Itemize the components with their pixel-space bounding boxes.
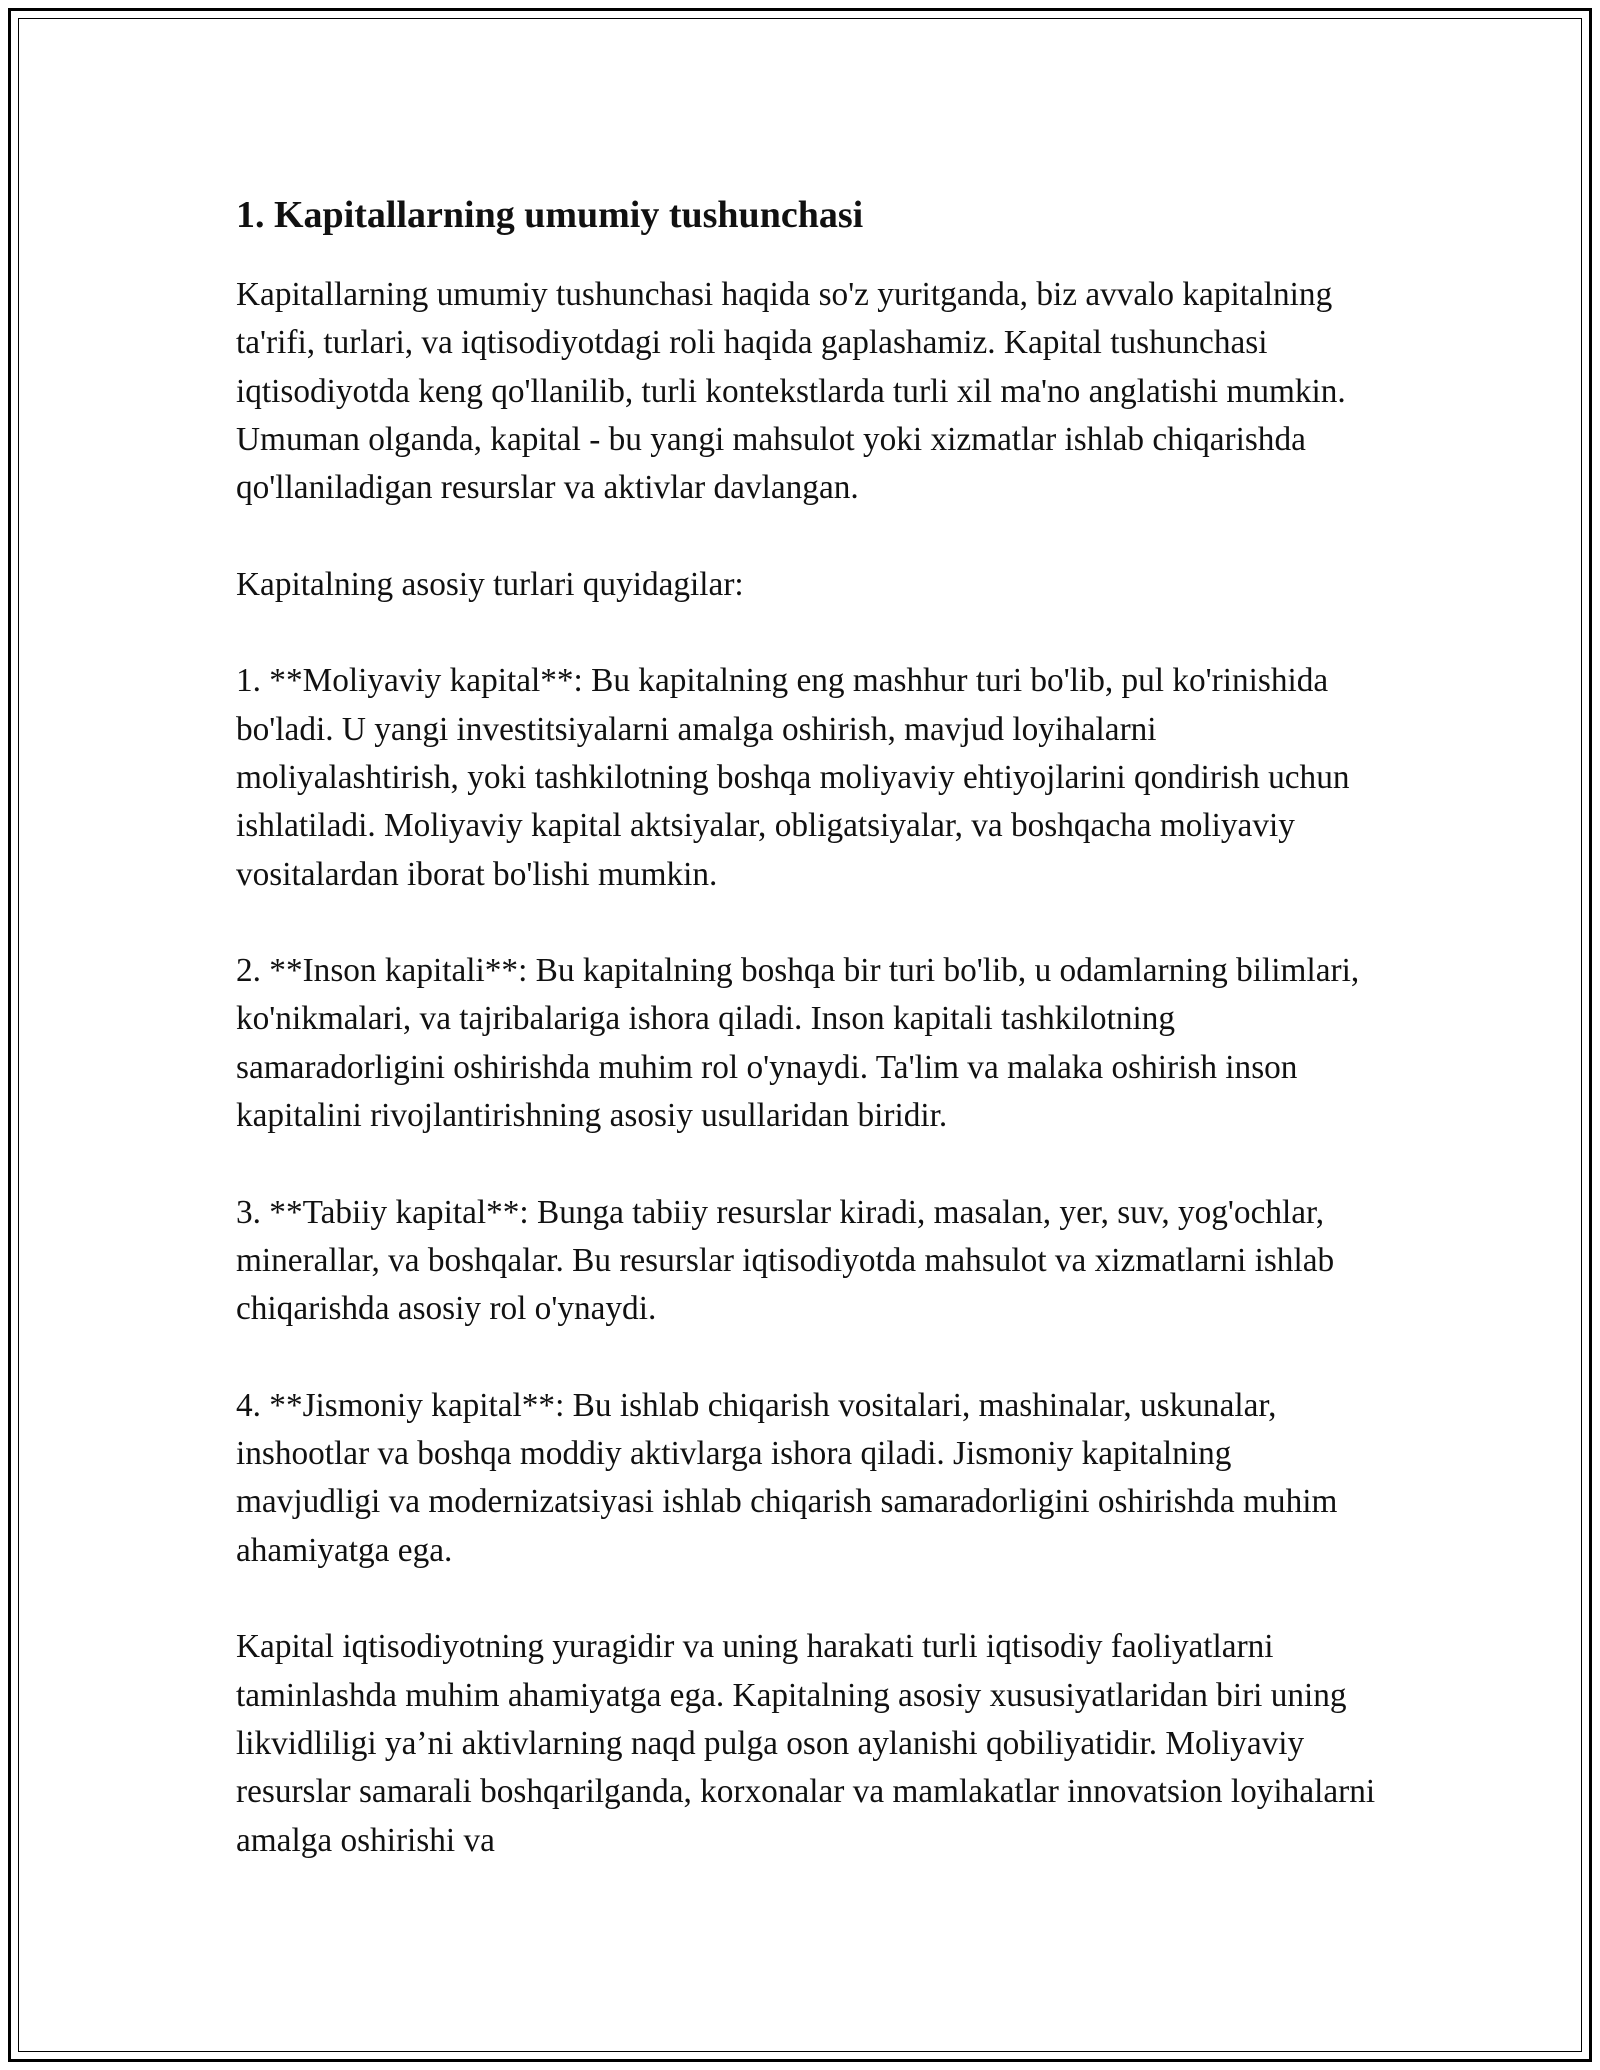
paragraph-conclusion: Kapital iqtisodiyotning yuragidir va uning harakati turli iqtisodiy faoliyatlarni taminlashda muhim ahamiyatga ega. Kapitalning asosiy xususiyatlaridan biri uning likvidliligi ya’ni aktivlarning naqd pulga oson aylanishi qobiliyatidir. Moliyaviy resurslar samarali boshqarilganda, korxonalar va mamlakatlar innovatsion loyihalarni amalga oshirishi va [236, 1628, 1376, 1859]
document-body [236, 185, 1376, 1913]
section-heading: 1. Kapitallarning umumiy tushunchasi [236, 194, 864, 236]
paragraph-physical-capital: 4. **Jismoniy kapital**: Bu ishlab chiqarish vositalari, mashinalar, uskunalar, inshootlar va boshqa moddiy aktivlarga ishora qiladi. Jismoniy kapitalning mavjudligi va modernizatsiyasi ishlab chiqarish samaradorligini oshirishda muhim ahamiyatga ega. [236, 1386, 1338, 1569]
paragraph-human-capital: 2. **Inson kapitali**: Bu kapitalning boshqa bir turi bo'lib, u odamlarning bilimlari, ko'nikmalari, va tajribalariga ishora qiladi. Inson kapitali tashkilotning samaradorligini oshirishda muhim rol o'ynaydi. Ta'lim va malaka oshirish inson kapitalini rivojlantirishning asosiy usullaridan biridir. [236, 952, 1360, 1135]
paragraph-financial-capital: 1. **Moliyaviy kapital**: Bu kapitalning eng mashhur turi bo'lib, pul ko'rinishida bo'ladi. U yangi investitsiyalarni amalga oshirish, mavjud loyihalarni moliyalashtirish, yoki tashkilotning boshqa moliyaviy ehtiyojlarini qondirish uchun ishlatiladi. Moliyaviy kapital aktsiyalar, obligatsiyalar, va boshqacha moliyaviy vositalardan iborat bo'lishi mumkin. [236, 662, 1350, 893]
paragraph-types-intro: Kapitalning asosiy turlari quyidagilar: [236, 565, 744, 603]
paragraph-natural-capital: 3. **Tabiiy kapital**: Bunga tabiiy resurslar kiradi, masalan, yer, suv, yog'ochlar, minerallar, va boshqalar. Bu resurslar iqtisodiyotda mahsulot va xizmatlarni ishlab chiqarishda asosiy rol o'ynaydi. [236, 1193, 1335, 1328]
paragraph-intro: Kapitallarning umumiy tushunchasi haqida so'z yuritganda, biz avvalo kapitalning ta'rifi, turlari, va iqtisodiyotdagi roli haqida gaplashamiz. Kapital tushunchasi iqtisodiyotda keng qo'llanilib, turli kontekstlarda turli xil ma'no anglatishi mumkin. Umuman olganda, kapital - bu yangi mahsulot yoki xizmatlar ishlab chiqarishda qo'llaniladigan resurslar va aktivlar davlangan. [236, 276, 1346, 507]
